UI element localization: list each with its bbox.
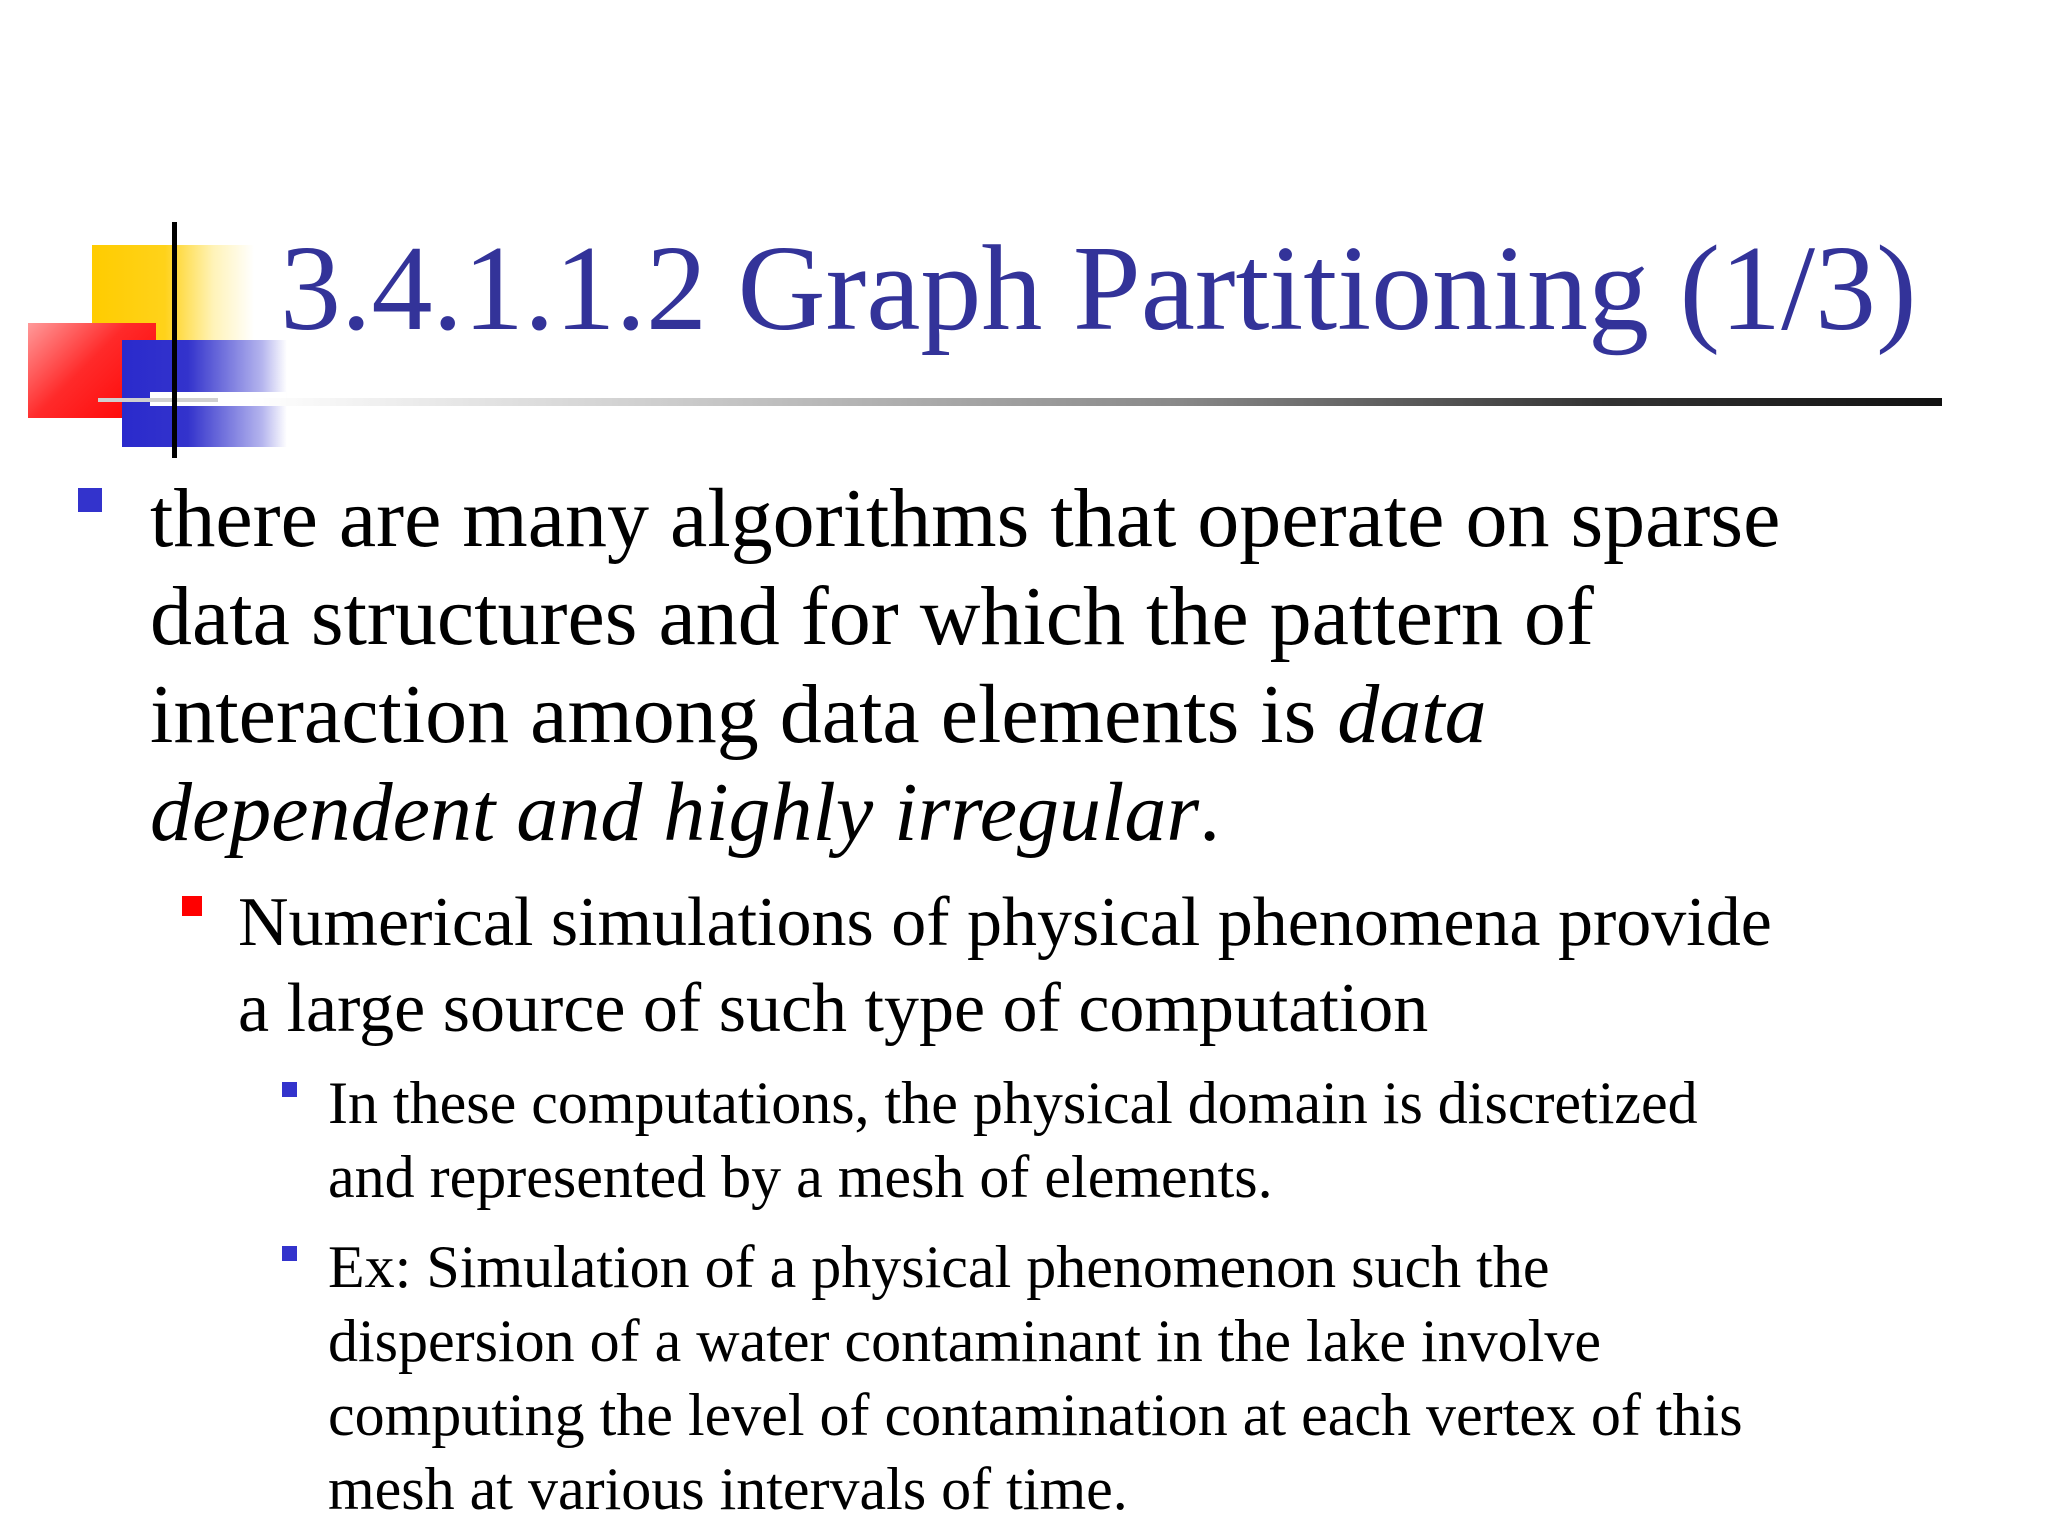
slide-title: 3.4.1.1.2 Graph Partitioning (1/3) — [280, 221, 1917, 356]
bullet-level1 — [150, 470, 1990, 862]
bullet-level3 — [328, 1230, 2008, 1526]
bullet-line — [150, 666, 1990, 764]
bullet-line: mesh at various intervals of time. — [328, 1456, 1128, 1522]
italic-text: dependent and highly irregular — [150, 766, 1200, 859]
bullet-line: Numerical simulations of physical phenomena provide — [238, 884, 1772, 961]
bullet-line: data structures and for which the pattern of — [150, 570, 1594, 663]
logo-horizontal-line — [98, 398, 218, 402]
bullet-line: and represented by a mesh of elements. — [328, 1144, 1273, 1210]
bullet-line — [150, 764, 1990, 862]
bullet-line: Ex: Simulation of a physical phenomenon such the — [328, 1234, 1550, 1300]
square-bullet-icon — [282, 1246, 297, 1261]
bullet-line: computing the level of contamination at each vertex of this — [328, 1382, 1743, 1448]
bullet-line: there are many algorithms that operate on sparse — [150, 472, 1781, 565]
italic-text: data — [1337, 668, 1487, 761]
bullet-level2 — [238, 880, 2008, 1052]
bullet-level3 — [328, 1066, 2008, 1214]
bullet-text: interaction among data elements is — [150, 668, 1338, 761]
title-underline — [250, 398, 1942, 406]
square-bullet-icon — [78, 488, 102, 512]
logo-vertical-line — [172, 222, 177, 458]
bullet-line: In these computations, the physical domain is discretized — [328, 1070, 1698, 1136]
bullet-line: dispersion of a water contaminant in the lake involve — [328, 1308, 1601, 1374]
bullet-text: . — [1199, 766, 1221, 859]
bullet-line: a large source of such type of computation — [238, 970, 1429, 1047]
square-bullet-icon — [182, 896, 202, 916]
square-bullet-icon — [282, 1082, 297, 1097]
